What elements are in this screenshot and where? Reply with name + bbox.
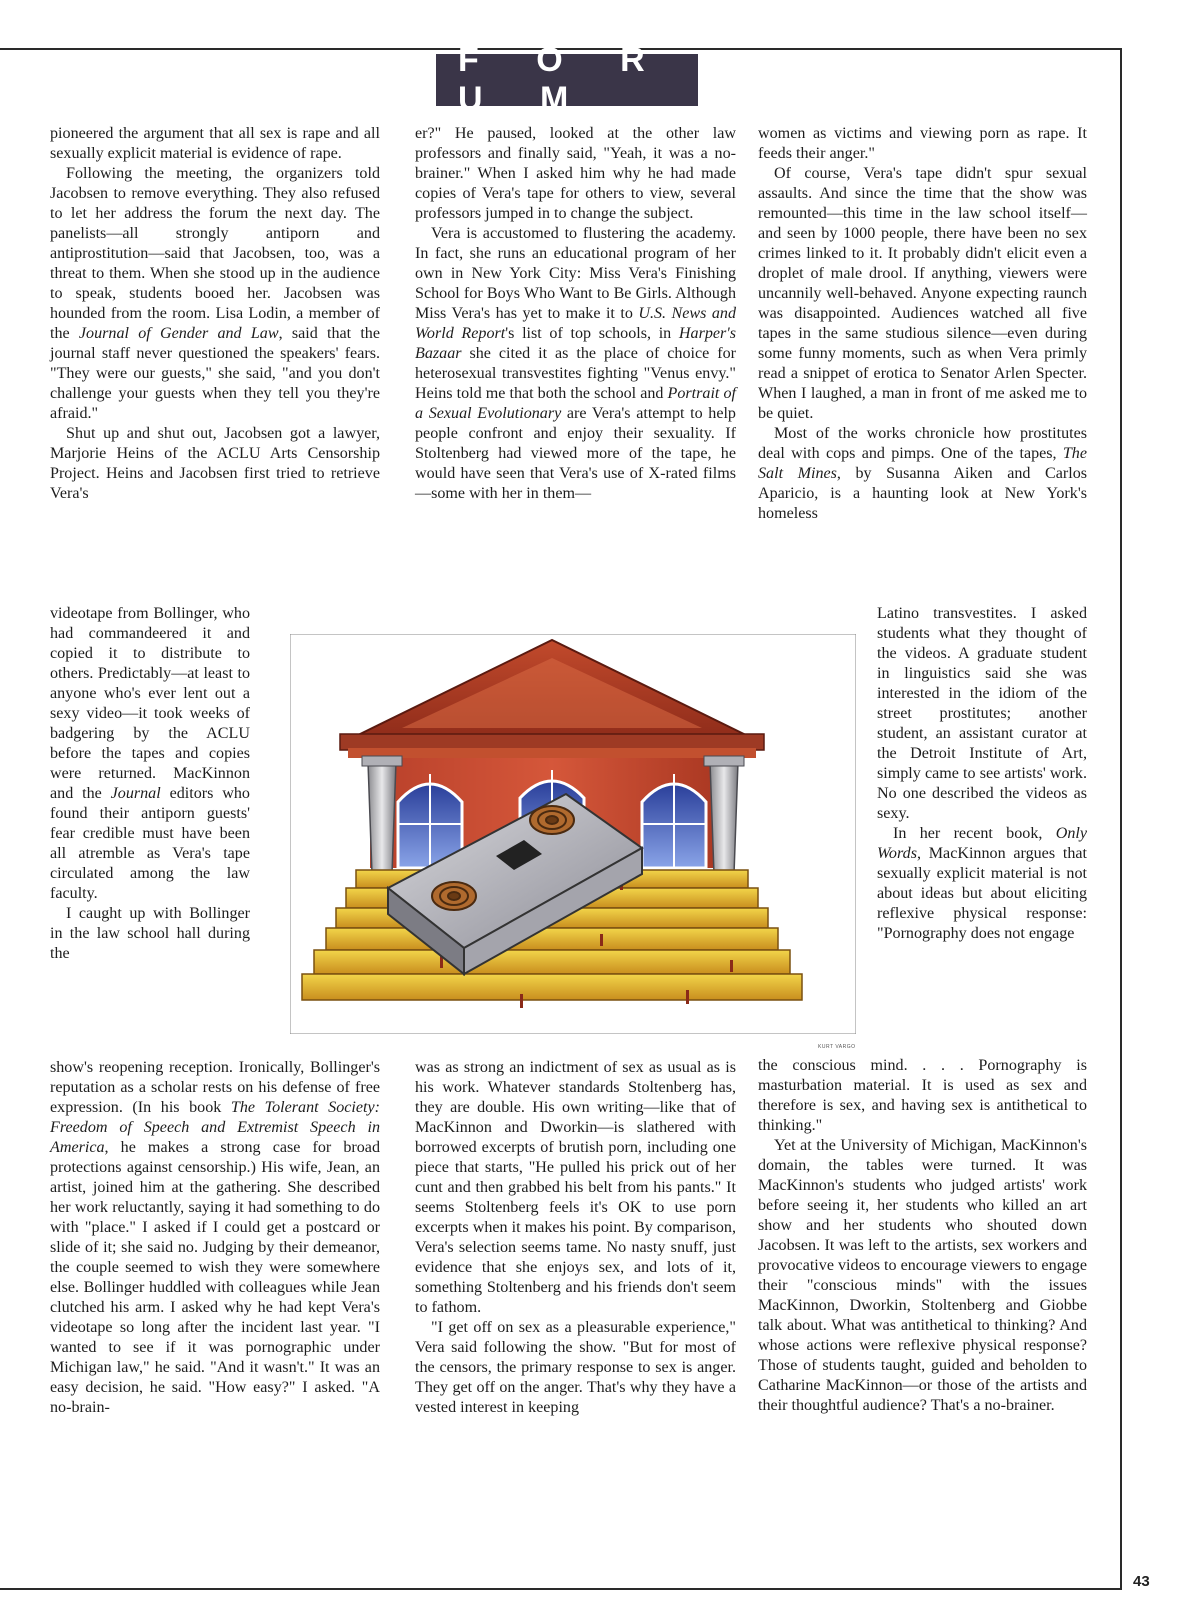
paragraph: Yet at the University of Michigan, MacKinnon's domain, the tables were turned. It was MacKinnon's students who judged artists' work before seeing it, her students who killed an art show and her students who shouted down Jacobsen. It was left to the artists, sex workers and provocative videos to encourage viewers to engage their "conscious minds" with the issues MacKinnon, Dworkin, Stoltenberg and Giobbe talk about. What was antithetical to thinking? And whose actions were reflexive physical response? Those of students taught, guided and beholden to Catharine MacKinnon—or those of the artists and their thoughtful audience? That's a no-brainer.: [758, 1137, 1087, 1414]
book-title: Only Words: [877, 825, 1087, 862]
page-border-right: [1120, 48, 1122, 1590]
paragraph: Latino transvestites. I asked students what they thought of the videos. A graduate student in linguistics said she was interested in the idiom of the street prostitutes; another student, an assistant curator at the Detroit Institute of Art, simply came to see artists' work. No one described the videos as sexy.: [877, 605, 1087, 822]
paragraph: Vera is accustomed to flustering the academy. In fact, she runs an educational program of her own in New York City: Miss Vera's Finishing School for Boys Who Want to Be Girls. Although Miss Vera's has yet to make it to U.S. News and World Report's list of top schools, in Harper's Bazaar she cited it as the place of choice for heterosexual transvestites fighting "Venus envy." Heins told me that both the school and Portrait of a Sexual Evolutionary are Vera's attempt to help people confront and enjoy their sexuality. If Stoltenberg had viewed more of the tape, he would have seen that Vera's use of X-rated films—some with her in them—: [415, 225, 737, 502]
column-3-top: [758, 124, 1087, 524]
journal-title: Journal: [110, 785, 161, 802]
paragraph: women as victims and viewing porn as rape. It feeds their anger.": [758, 125, 1087, 162]
column-1-bottom: [50, 1058, 380, 1418]
paragraph: "I get off on sex as a pleasurable experience," Vera said following the show. "But for most of the censors, the primary response to sex is anger. They get off on the anger. That's why they have a vested interest in keeping: [415, 1319, 736, 1416]
column-3-wrap: [877, 604, 1087, 944]
column-1-wrap: [50, 604, 250, 964]
column-2-bottom: [415, 1058, 736, 1418]
paragraph: Shut up and shut out, Jacobsen got a lawyer, Marjorie Heins of the ACLU Arts Censorship Project. Heins and Jacobsen first tried to retrieve Vera's: [50, 425, 380, 502]
paragraph: pioneered the argument that all sex is rape and all sexually explicit material is evidence of rape.: [50, 125, 380, 162]
illustration-credit: KURT VARGO: [818, 1044, 856, 1050]
paragraph: In her recent book, Only Words, MacKinnon argues that sexually explicit material is not about ideas but about eliciting reflexive physical response: "Pornography does not engage: [877, 825, 1087, 942]
magazine-title: U.S. News and World Report: [415, 305, 737, 342]
paragraph: I caught up with Bollinger in the law school hall during the: [50, 905, 250, 962]
paragraph: Following the meeting, the organizers told Jacobsen to remove everything. They also refused to let her address the forum the next day. The panelists—all strongly antiporn and antiprostitution—said that Jacobsen, too, was a threat to them. When she stood up in the audience to speak, students booed her. Jacobsen was hounded from the room. Lisa Lodin, a member of the Journal of Gender and Law, said that the journal staff never questioned the speakers' fears. "They were our guests," she said, "and you don't challenge your guests when they tell you they're afraid.": [50, 165, 381, 422]
column-1-top: [50, 124, 380, 504]
journal-title: Journal of Gender and Law: [78, 325, 279, 342]
video-title: The Salt Mines: [758, 445, 1087, 482]
book-title: The Tolerant Society: Freedom of Speech and Extremist Speech in America: [50, 1099, 380, 1156]
page-border-bottom: [0, 1588, 1122, 1590]
column-2-top: [415, 124, 736, 504]
paragraph: er?" He paused, looked at the other law professors and finally said, "Yeah, it was a no-brainer." When I asked him why he had made copies of Vera's tape for others to view, several professors jumped in to change the subject.: [415, 125, 736, 222]
video-title: Portrait of a Sexual Evolutionary: [415, 385, 736, 422]
paragraph: show's reopening reception. Ironically, Bollinger's reputation as a scholar rests on his defense of free expression. (In his book The Tolerant Society: Freedom of Speech and Extremist Speech in America, he makes a strong case for broad protections against censorship.) His wife, Jean, an artist, joined him at the gathering. She described her work reluctantly, saying it had something to do with "place." I asked if I could get a postcard or slide of it; she said no. Judging by their demeanor, the couple seemed to wish they were somewhere else. Bollinger huddled with colleagues while Jean clutched his arm. I asked why he had kept Vera's videotape so long after the incident last year. "I wanted to see if it was pornographic under Michigan law," he said. "And it wasn't." It was an easy decision, he said. "How easy?" I asked. "A no-brain-: [50, 1059, 380, 1416]
paragraph: the conscious mind. . . . Pornography is masturbation material. It is used as sex and therefore is sex, and having sex is antithetical to thinking.": [758, 1057, 1087, 1134]
page-number: 43: [1133, 1573, 1150, 1590]
paragraph: Of course, Vera's tape didn't spur sexual assaults. And since the time that the show was remounted—this time in the law school itself—and seen by 1000 people, there have been no sex crimes linked to it. It probably didn't elicit even a droplet of male drool. If anything, viewers were uncannily well-behaved. Anyone expecting raunch was disappointed. Audiences watched all five tapes in the same studious silence—even during some funny moments, such as when Vera primly read a snippet of erotica to Senator Arlen Specter. When I laughed, a man in front of me asked me to be quiet.: [758, 165, 1087, 422]
paragraph: was as strong an indictment of sex as usual as is his work. Whatever standards Stoltenberg has, they are double. His own writing—like that of MacKinnon and Dworkin—is slathered with borrowed excerpts of brutish porn, including one piece that starts, "He pulled his prick out of her cunt and then grabbed his belt from his pants." It seems Stoltenberg feels it's OK to use porn excerpts when it makes his point. By comparison, Vera's selection seems tame. No nasty snuff, just evidence that she enjoys sex, and lots of it, something Stoltenberg and his friends don't seem to fathom.: [415, 1059, 736, 1316]
paragraph: videotape from Bollinger, who had commandeered it and copied it to distribute to others. Predictably—at least to anyone who's ever lent out a sexy video—it took weeks of badgering by the ACLU before the tapes and copies were returned. MacKinnon and the Journal editors who found their antiporn guests' fear credible must have been all atremble as Vera's tape circulated among the law faculty.: [50, 605, 250, 902]
paragraph: Most of the works chronicle how prostitutes deal with cops and pimps. One of the tapes, The Salt Mines, by Susanna Aiken and Carlos Aparicio, is a haunting look at New York's homeless: [758, 425, 1088, 522]
courthouse-videotape-illustration: [290, 634, 856, 1034]
section-banner: [436, 41, 698, 118]
column-3-bottom: [758, 1056, 1087, 1416]
magazine-title: Harper's Bazaar: [415, 325, 736, 362]
section-title: F O R U M: [458, 41, 669, 118]
